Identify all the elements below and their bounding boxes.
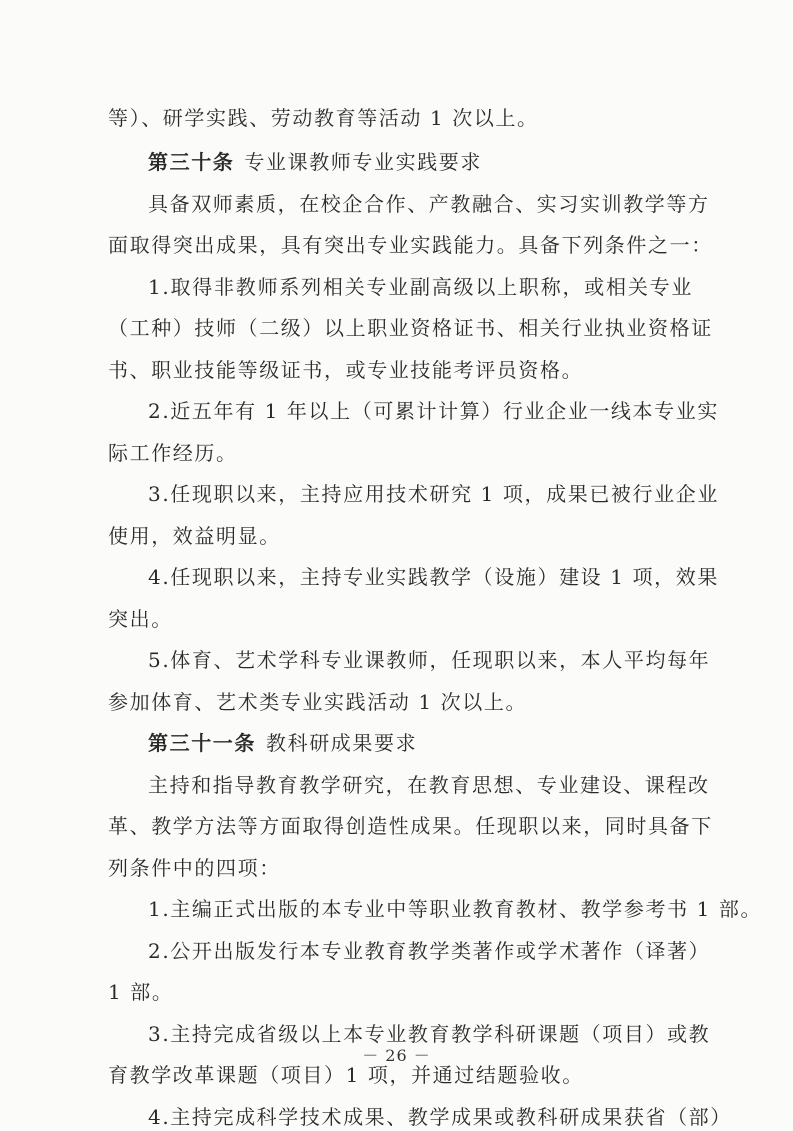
paragraph-line: 1.主编正式出版的本专业中等职业教育教材、教学参考书 1 部。 xyxy=(148,897,763,921)
paragraph-line: 等）、研学实践、劳动教育等活动 1 次以上。 xyxy=(108,106,539,130)
paragraph-line: 具备双师素质，在校企合作、产教融合、实习实训教学等方 xyxy=(148,192,710,216)
article-31-label: 第三十一条 xyxy=(148,731,256,755)
paragraph-line: 突出。 xyxy=(108,607,173,631)
article-30-label: 第三十条 xyxy=(148,150,235,174)
paragraph-line: 4.任现职以来，主持专业实践教学（设施）建设 1 项，效果 xyxy=(148,565,719,589)
paragraph-line: 1 部。 xyxy=(108,980,174,1004)
article-30-heading xyxy=(148,148,693,176)
paragraph-line: 育教学改革课题（项目）1 项，并通过结题验收。 xyxy=(108,1063,584,1087)
paragraph-line: 2.公开出版发行本专业教育教学类著作或学术著作（译著） xyxy=(148,939,711,963)
article-31-title: 教科研成果要求 xyxy=(266,731,418,755)
paragraph-line: 革、教学方法等方面取得创造性成果。任现职以来，同时具备下 xyxy=(108,814,713,838)
paragraph-line: 参加体育、艺术类专业实践活动 1 次以上。 xyxy=(108,690,528,714)
paragraph-line: 2.近五年有 1 年以上（可累计计算）行业企业一线本专业实 xyxy=(148,399,719,423)
article-31-heading xyxy=(148,729,693,757)
paragraph-line: 面取得突出成果，具有突出专业实践能力。具备下列条件之一： xyxy=(108,233,713,257)
paragraph-line: 1.取得非教师系列相关专业副高级以上职称，或相关专业 xyxy=(148,275,693,299)
article-30-title: 专业课教师专业实践要求 xyxy=(244,150,483,174)
paragraph-line: 书、职业技能等级证书，或专业技能考评员资格。 xyxy=(108,358,584,382)
paragraph-line: 4.主持完成科学技术成果、教学成果或教科研成果获省（部） xyxy=(148,1105,732,1129)
paragraph-line: 5.体育、艺术学科专业课教师，任现职以来，本人平均每年 xyxy=(148,648,711,672)
paragraph-line: 列条件中的四项： xyxy=(108,856,281,880)
paragraph-line: 3.任现职以来，主持应用技术研究 1 项，成果已被行业企业 xyxy=(148,482,719,506)
paragraph-line: 际工作经历。 xyxy=(108,441,238,465)
paragraph-line: 主持和指导教育教学研究，在教育思想、专业建设、课程改 xyxy=(148,773,710,797)
paragraph-line: 3.主持完成省级以上本专业教育教学科研课题（项目）或教 xyxy=(148,1022,711,1046)
paragraph-line: 使用，效益明显。 xyxy=(108,524,281,548)
page-number: － 26 － xyxy=(362,1046,431,1065)
paragraph-line: （工种）技师（二级）以上职业资格证书、相关行业执业资格证 xyxy=(108,316,713,340)
